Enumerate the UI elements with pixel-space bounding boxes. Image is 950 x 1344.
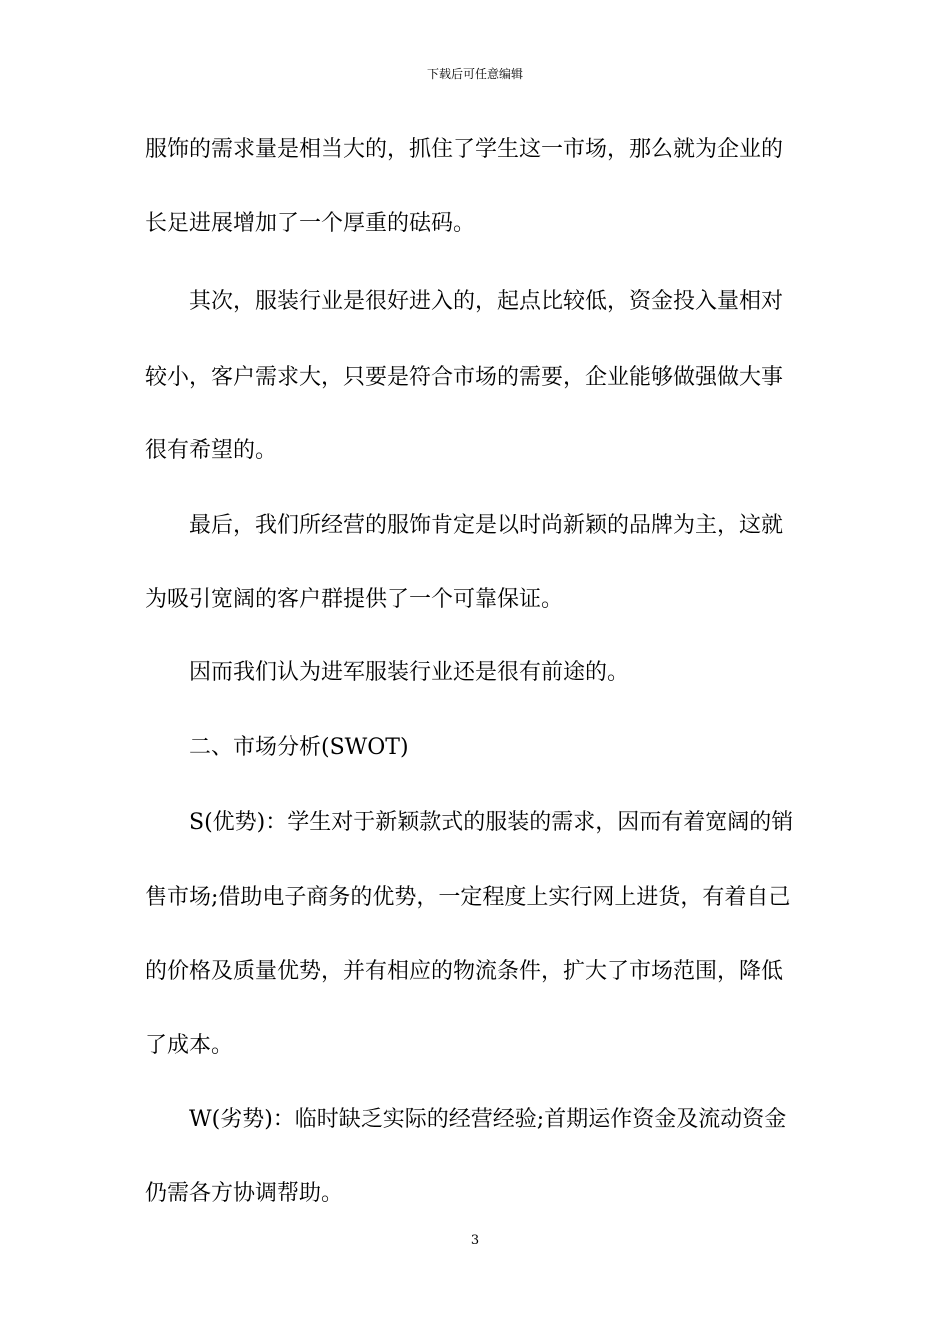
- paragraph-line: 其次，服装行业是很好进入的，起点比较低，资金投入量相对: [189, 289, 784, 314]
- paragraph-line: 长足进展增加了一个厚重的砝码。: [145, 211, 476, 236]
- paragraph-line: 为吸引宽阔的客户群提供了一个可靠保证。: [145, 587, 564, 612]
- section-heading: 二、市场分析(SWOT): [189, 735, 409, 760]
- page-header: 下载后可任意编辑: [426, 67, 523, 81]
- paragraph-line: 最后，我们所经营的服饰肯定是以时尚新颖的品牌为主，这就: [189, 513, 784, 538]
- paragraph-line: 很有希望的。: [145, 438, 278, 463]
- paragraph-line: 的价格及质量优势，并有相应的物流条件，扩大了市场范围，降低: [145, 959, 784, 984]
- paragraph-line: S(优势)：学生对于新颖款式的服装的需求，因而有着宽阔的销: [189, 810, 794, 835]
- paragraph-line: 因而我们认为进军服装行业还是很有前途的。: [189, 660, 630, 685]
- paragraph-line: 了成本。: [145, 1033, 234, 1058]
- paragraph-line: W(劣势)：临时缺乏实际的经营经验;首期运作资金及流动资金: [189, 1107, 787, 1132]
- paragraph-line: 较小，客户需求大，只要是符合市场的需要，企业能够做强做大事: [145, 365, 784, 390]
- paragraph-line: 售市场;借助电子商务的优势，一定程度上实行网上进货，有着自己: [145, 885, 791, 910]
- paragraph-line: 仍需各方协调帮助。: [145, 1181, 344, 1206]
- page-number: 3: [470, 1233, 480, 1248]
- paragraph-line: 服饰的需求量是相当大的，抓住了学生这一市场，那么就为企业的: [145, 137, 784, 162]
